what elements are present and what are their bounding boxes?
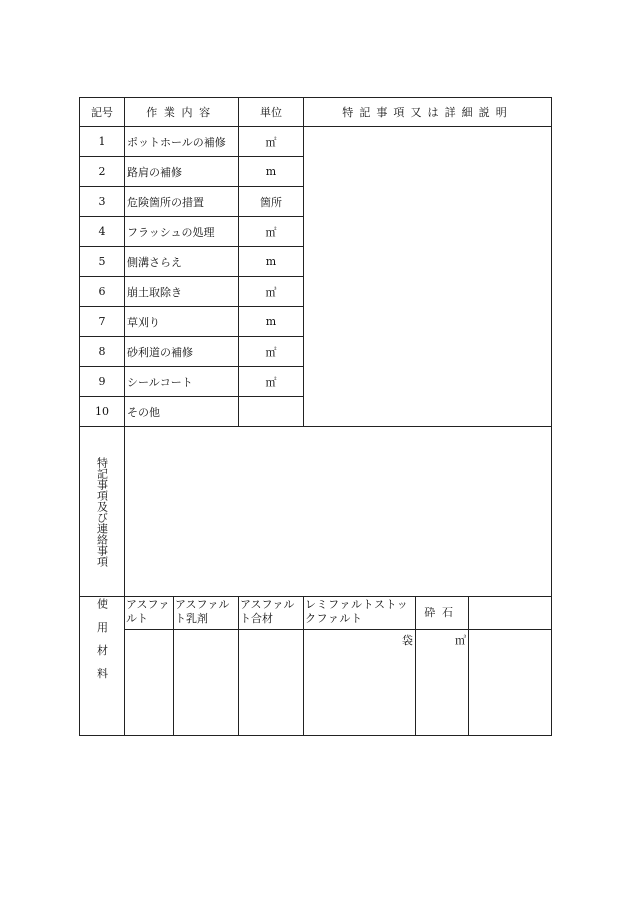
- material-remifalt-stockfalt: レミファルトストックファルト: [304, 597, 416, 630]
- unit-cell: m: [239, 157, 304, 187]
- qty-asphalt-mix[interactable]: [239, 630, 304, 736]
- material-asphalt-emulsion: アスファルト乳剤: [174, 597, 239, 630]
- row-number: 7: [80, 307, 125, 337]
- unit-cell: ㎡: [239, 367, 304, 397]
- header-detail: 特記事項又は詳細説明: [304, 98, 552, 127]
- row-number: 9: [80, 367, 125, 397]
- work-item: ポットホールの補修: [125, 127, 239, 157]
- qty-asphalt[interactable]: [125, 630, 174, 736]
- material-asphalt: アスファルト: [125, 597, 174, 630]
- work-item: 路肩の補修: [125, 157, 239, 187]
- row-number: 3: [80, 187, 125, 217]
- material-crushed-stone: 砕石: [416, 597, 469, 630]
- work-item: 側溝さらえ: [125, 247, 239, 277]
- qty-crushed-stone[interactable]: ㎥: [416, 630, 469, 736]
- unit-cell[interactable]: [239, 397, 304, 427]
- detail-cell[interactable]: [304, 127, 552, 427]
- materials-label-text: 使用材料: [95, 598, 109, 691]
- materials-header-row: [80, 597, 552, 630]
- unit-cell: ㎥: [239, 277, 304, 307]
- row-number: 1: [80, 127, 125, 157]
- row-number: 4: [80, 217, 125, 247]
- remarks-label: [80, 427, 125, 597]
- unit-cell: m: [239, 247, 304, 277]
- work-item: 崩土取除き: [125, 277, 239, 307]
- remarks-area[interactable]: [125, 427, 552, 597]
- maintenance-report-form: [79, 97, 551, 736]
- qty-extra[interactable]: [469, 630, 552, 736]
- work-item: 草刈り: [125, 307, 239, 337]
- row-number: 5: [80, 247, 125, 277]
- header-work: 作業内容: [125, 98, 239, 127]
- work-table: [79, 97, 552, 736]
- qty-remifalt-bags[interactable]: 袋: [304, 630, 416, 736]
- work-item: その他: [125, 397, 239, 427]
- header-unit: 単位: [239, 98, 304, 127]
- work-item: フラッシュの処理: [125, 217, 239, 247]
- remarks-label-text: 特記事項及び連絡事項: [95, 456, 109, 567]
- work-item: 危険箇所の措置: [125, 187, 239, 217]
- unit-cell: m: [239, 307, 304, 337]
- material-extra: [469, 597, 552, 630]
- material-asphalt-mix: アスファルト合材: [239, 597, 304, 630]
- unit-cell: ㎡: [239, 217, 304, 247]
- materials-label: [80, 597, 125, 736]
- qty-asphalt-emulsion[interactable]: [174, 630, 239, 736]
- unit-cell: ㎡: [239, 337, 304, 367]
- row-number: 2: [80, 157, 125, 187]
- row-number: 6: [80, 277, 125, 307]
- work-item: 砂利道の補修: [125, 337, 239, 367]
- unit-cell: 箇所: [239, 187, 304, 217]
- header-row: [80, 98, 552, 127]
- row-number: 10: [80, 397, 125, 427]
- unit-cell: ㎡: [239, 127, 304, 157]
- table-row: [80, 127, 552, 157]
- header-code: 記号: [80, 98, 125, 127]
- row-number: 8: [80, 337, 125, 367]
- remarks-row: [80, 427, 552, 597]
- materials-quantity-row: [80, 630, 552, 736]
- work-item: シールコート: [125, 367, 239, 397]
